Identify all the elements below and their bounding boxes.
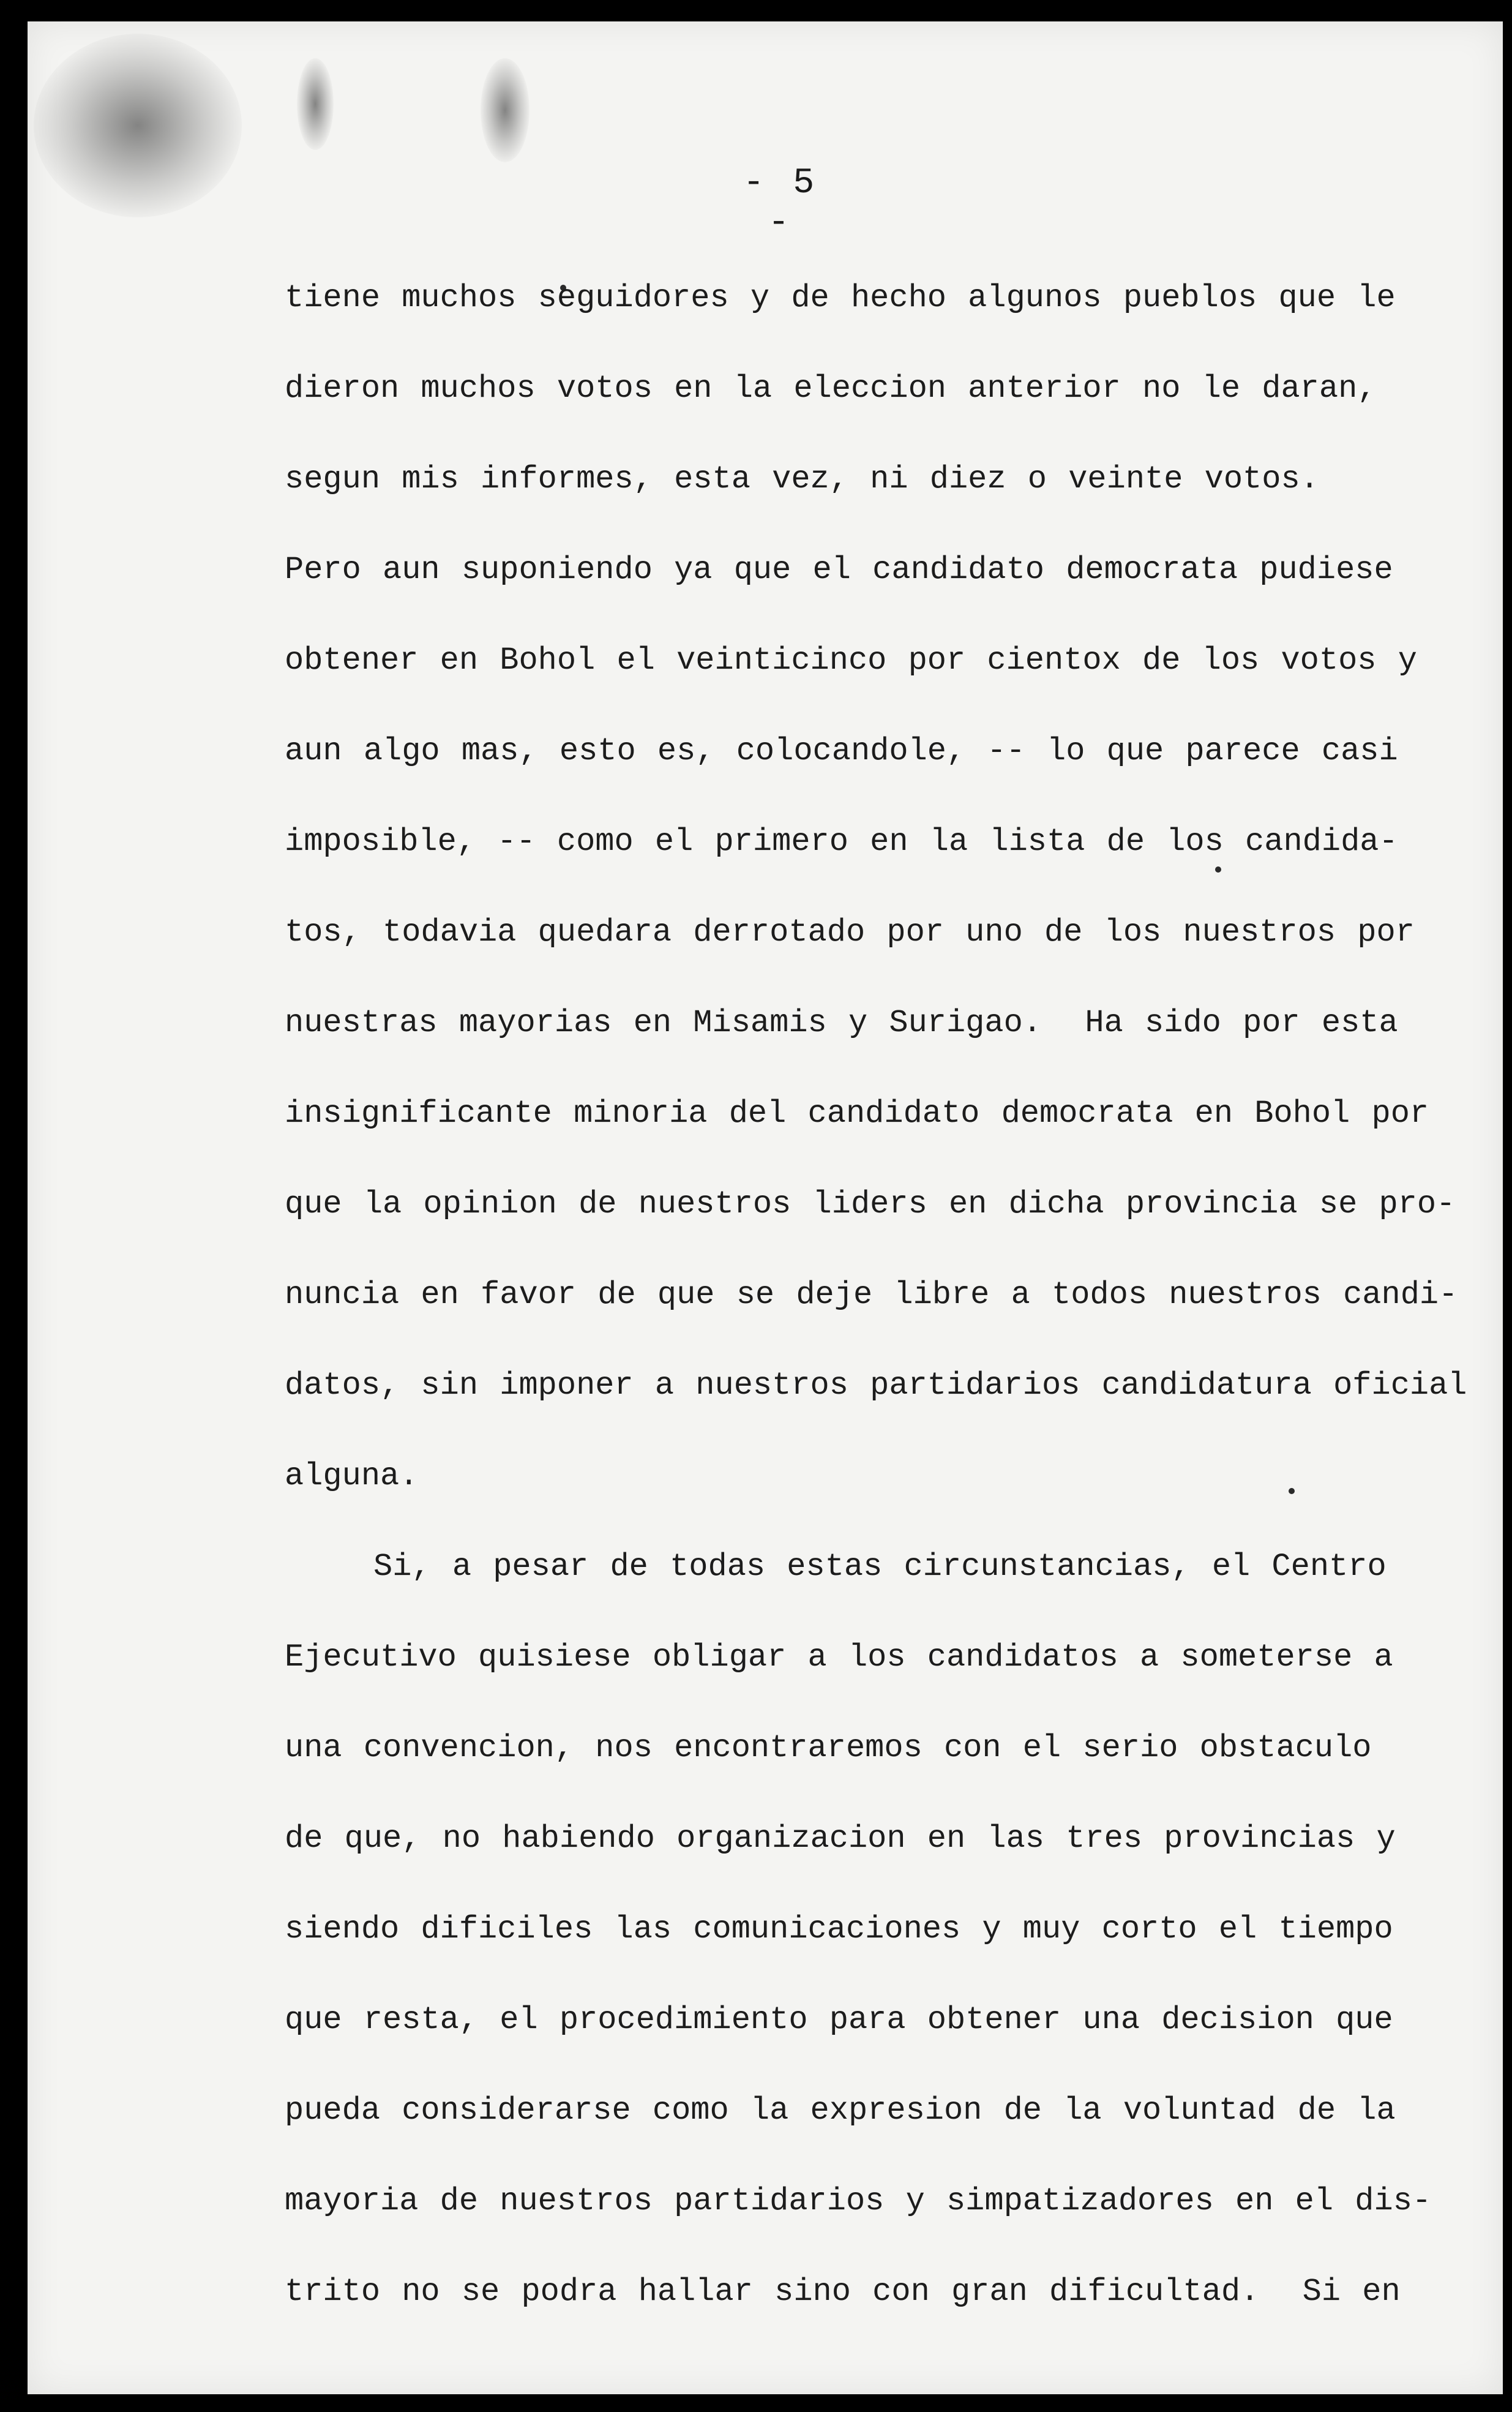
document-page (28, 21, 1503, 2394)
text-line: siendo dificiles las comunicaciones y muy corto el tiempo (285, 1911, 1393, 1947)
text-line: obtener en Bohol el veinticinco por cientox de los votos y (285, 642, 1417, 678)
text-line: alguna. (285, 1458, 419, 1494)
text-line: imposible, -- como el primero en la lista de los candida- (285, 824, 1398, 860)
page-number: - 5 - (743, 163, 818, 243)
text-line: insignificante minoria del candidato democrata en Bohol por (285, 1095, 1429, 1132)
text-line: una convencion, nos encontraremos con el serio obstaculo (285, 1730, 1372, 1766)
text-line: Pero aun suponiendo ya que el candidato democrata pudiese (285, 552, 1393, 588)
text-line: que resta, el procedimiento para obtener una decision que (285, 2002, 1393, 2038)
text-line: nuestras mayorias en Misamis y Surigao. Ha sido por esta (285, 1005, 1398, 1041)
text-line: nuncia en favor de que se deje libre a todos nuestros candi- (285, 1277, 1458, 1313)
text-line: pueda considerarse como la expresion de la voluntad de la (285, 2092, 1396, 2128)
ink-smudge (34, 34, 242, 217)
text-line: datos, sin imponer a nuestros partidarios candidatura oficial (285, 1367, 1467, 1403)
text-line: Ejecutivo quisiese obligar a los candidatos a someterse a (285, 1639, 1393, 1675)
typed-letter-body (285, 253, 1467, 2337)
ink-smudge (297, 58, 334, 150)
text-line: aun algo mas, esto es, colocandole, -- lo que parece casi (285, 733, 1398, 769)
text-line: de que, no habiendo organizacion en las tres provincias y (285, 1820, 1396, 1857)
text-line: segun mis informes, esta vez, ni diez o veinte votos. (285, 461, 1319, 497)
text-line: tos, todavia quedara derrotado por uno de los nuestros por (285, 914, 1415, 950)
text-line: dieron muchos votos en la eleccion anterior no le daran, (285, 370, 1377, 407)
text-line: trito no se podra hallar sino con gran dificultad. Si en (285, 2274, 1401, 2310)
text-line: tiene muchos seguidores y de hecho algunos pueblos que le (285, 280, 1396, 316)
ink-smudge (481, 58, 530, 162)
text-line: que la opinion de nuestros liders en dicha provincia se pro- (285, 1186, 1456, 1222)
text-line: Si, a pesar de todas estas circunstancias, el Centro (373, 1549, 1387, 1585)
text-line: mayoria de nuestros partidarios y simpatizadores en el dis- (285, 2183, 1432, 2219)
